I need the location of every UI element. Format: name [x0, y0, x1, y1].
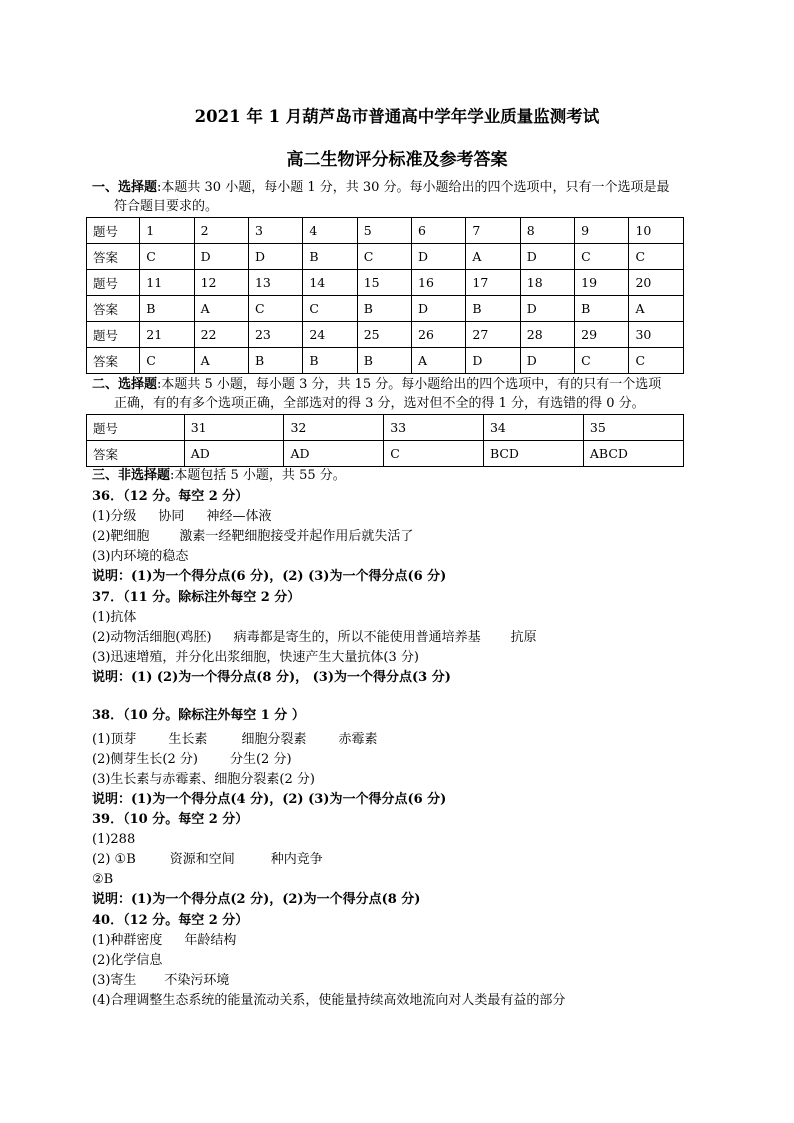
table-cell: 12 — [194, 270, 248, 296]
row-label: 答案 — [87, 348, 140, 374]
row-label: 题号 — [87, 415, 185, 441]
table-row — [87, 415, 684, 441]
table-cell: 4 — [303, 218, 357, 244]
q40-line3 — [92, 971, 565, 991]
part3-heading: 三、非选择题 — [92, 468, 171, 483]
q38-line3: (3)生长素与赤霉素、细胞分裂素(2 分) — [92, 772, 315, 787]
table-cell: B — [357, 296, 411, 322]
table-cell: AD — [184, 441, 284, 467]
table-cell: 3 — [248, 218, 302, 244]
table-cell: D — [194, 244, 248, 270]
table-cell: D — [248, 244, 302, 270]
part2-desc: :本题共 5 小题，每小题 3 分，共 15 分。每小题给出的四个选项中，有的只有一个选项 — [157, 377, 662, 392]
table-cell: A — [466, 244, 520, 270]
table-cell: C — [248, 296, 302, 322]
q38-line2 — [92, 750, 446, 770]
q38-line1 — [92, 730, 446, 750]
part1-desc2: 符合题目要求的。 — [114, 199, 219, 214]
table-cell: 31 — [184, 415, 284, 441]
table-row — [87, 270, 684, 296]
table-cell: C — [384, 441, 484, 467]
part3-desc: :本题包括 5 小题，共 55 分。 — [170, 468, 346, 483]
table-cell: C — [575, 244, 629, 270]
q37-line2 — [92, 628, 537, 648]
row-label: 题号 — [87, 322, 140, 348]
table-cell: D — [412, 244, 466, 270]
table-cell: C — [303, 296, 357, 322]
table-cell: AD — [284, 441, 384, 467]
part3-description — [92, 466, 704, 485]
q39-heading: 39．（10 分。每空 2 分） — [92, 812, 249, 827]
q38-block — [92, 706, 446, 810]
part1-desc: :本题共 30 小题，每小题 1 分，共 30 分。每小题给出的四个选项中，只有一个选项是最 — [157, 180, 670, 195]
q40-line2: (2)化学信息 — [92, 953, 163, 968]
table-row — [87, 322, 684, 348]
table-cell: 13 — [248, 270, 302, 296]
q38-ans-b: 生长素 — [168, 732, 208, 747]
table-row — [87, 296, 684, 322]
table-row — [87, 348, 684, 374]
table-cell: 1 — [140, 218, 194, 244]
table-cell: A — [194, 348, 248, 374]
table-cell: 11 — [140, 270, 194, 296]
table-cell: D — [520, 244, 574, 270]
q37-ans-a: (2)动物活细胞(鸡胚) — [92, 630, 212, 645]
table-row — [87, 244, 684, 270]
q36-line3: (3)内环境的稳态 — [92, 549, 189, 564]
table-cell: 28 — [520, 322, 574, 348]
part1-description — [92, 178, 704, 216]
q36-ans-d: (2)靶细胞 — [92, 529, 150, 544]
q39-line3: ②B — [92, 872, 114, 887]
row-label: 答案 — [87, 244, 140, 270]
table-cell: A — [194, 296, 248, 322]
table-cell: 2 — [194, 218, 248, 244]
q40-block — [92, 911, 565, 1011]
q38-ans-c: 细胞分裂素 — [241, 732, 307, 747]
table-cell: 16 — [412, 270, 466, 296]
q39-ans-b: 资源和空间 — [169, 852, 235, 867]
table-cell: B — [575, 296, 629, 322]
table-cell: 29 — [575, 322, 629, 348]
part2-description — [92, 375, 704, 413]
q39-line1: (1)288 — [92, 832, 136, 847]
q40-ans-a: (1)种群密度 — [92, 933, 163, 948]
table-cell: 9 — [575, 218, 629, 244]
q36-ans-c: 神经—体液 — [206, 509, 272, 524]
q40-line1 — [92, 931, 565, 951]
table-cell: 33 — [384, 415, 484, 441]
q38-note: 说明：(1)为一个得分点(4 分)，(2) (3)为一个得分点(6 分) — [92, 792, 447, 807]
q38-ans-f: 分生(2 分) — [229, 752, 292, 767]
table-cell: 18 — [520, 270, 574, 296]
table-cell: B — [140, 296, 194, 322]
part1-heading: 一、选择题 — [92, 180, 158, 195]
row-label: 题号 — [87, 270, 140, 296]
q37-block — [92, 588, 537, 688]
q37-note: 说明：(1) (2)为一个得分点(8 分)， (3)为一个得分点(3 分) — [92, 670, 451, 685]
table-cell: C — [629, 348, 684, 374]
table-cell: 23 — [248, 322, 302, 348]
q36-ans-e: 激素一经靶细胞接受并起作用后就失活了 — [179, 529, 414, 544]
q40-heading: 40．（12 分。每空 2 分） — [92, 913, 249, 928]
q38-ans-e: (2)侧芽生长(2 分) — [92, 752, 198, 767]
table-cell: B — [357, 348, 411, 374]
q38-heading: 38．（10 分。除标注外每空 1 分 ） — [92, 708, 305, 723]
table-cell: B — [248, 348, 302, 374]
part2-heading: 二、选择题 — [92, 377, 158, 392]
table-row — [87, 218, 684, 244]
table-cell: D — [520, 348, 574, 374]
table-cell: 8 — [520, 218, 574, 244]
table-cell: 27 — [466, 322, 520, 348]
part1-answer-table — [86, 217, 684, 374]
q39-ans-c: 种内竞争 — [270, 852, 323, 867]
q37-ans-c: 抗原 — [510, 630, 537, 645]
q39-line2 — [92, 850, 420, 870]
q38-ans-a: (1)顶芽 — [92, 732, 137, 747]
table-cell: B — [466, 296, 520, 322]
document-subtitle: 高二生物评分标准及参考答案 — [286, 150, 508, 170]
part2-desc2: 正确，有的有多个选项正确，全部选对的得 3 分，选对但不全的得 1 分，有选错的得 0 分。 — [114, 396, 645, 411]
q39-ans-a: (2) ①B — [92, 852, 136, 867]
q37-line3: (3)迅速增殖，并分化出浆细胞，快速产生大量抗体(3 分) — [92, 650, 419, 665]
table-cell: C — [357, 244, 411, 270]
table-cell: C — [140, 244, 194, 270]
q37-heading: 37．（11 分。除标注外每空 2 分） — [92, 590, 301, 605]
q37-line1: (1)抗体 — [92, 610, 137, 625]
table-cell: 6 — [412, 218, 466, 244]
table-cell: 7 — [466, 218, 520, 244]
q39-note: 说明：(1)为一个得分点(2 分)，(2)为一个得分点(8 分) — [92, 892, 421, 907]
document-title: 2021 年 1 月葫芦岛市普通高中学年学业质量监测考试 — [194, 107, 600, 126]
q36-ans-a: (1)分级 — [92, 509, 137, 524]
table-cell: 22 — [194, 322, 248, 348]
q40-ans-d: 不染污环境 — [164, 973, 230, 988]
row-label: 题号 — [87, 218, 140, 244]
table-cell: A — [629, 296, 684, 322]
table-cell: A — [412, 348, 466, 374]
part2-answer-table — [86, 414, 684, 467]
q37-ans-b: 病毒都是寄生的，所以不能使用普通培养基 — [233, 630, 481, 645]
q38-ans-d: 赤霉素 — [338, 732, 378, 747]
q36-line1 — [92, 507, 446, 527]
table-cell: 30 — [629, 322, 684, 348]
table-cell: D — [466, 348, 520, 374]
q36-block — [92, 487, 446, 587]
table-cell: 5 — [357, 218, 411, 244]
table-cell: 15 — [357, 270, 411, 296]
table-cell: ABCD — [583, 441, 683, 467]
q36-ans-b: 协同 — [158, 509, 185, 524]
q36-note: 说明：(1)为一个得分点(6 分)，(2) (3)为一个得分点(6 分) — [92, 569, 447, 584]
row-label: 答案 — [87, 296, 140, 322]
table-cell: B — [303, 348, 357, 374]
table-row — [87, 441, 684, 467]
table-cell: BCD — [483, 441, 583, 467]
table-cell: D — [412, 296, 466, 322]
table-cell: 35 — [583, 415, 683, 441]
table-cell: 34 — [483, 415, 583, 441]
q40-ans-c: (3)寄生 — [92, 973, 137, 988]
q40-ans-b: 年龄结构 — [184, 933, 237, 948]
table-cell: C — [629, 244, 684, 270]
table-cell: 10 — [629, 218, 684, 244]
table-cell: C — [575, 348, 629, 374]
table-cell: B — [303, 244, 357, 270]
table-cell: 17 — [466, 270, 520, 296]
table-cell: D — [520, 296, 574, 322]
table-cell: 25 — [357, 322, 411, 348]
table-cell: 14 — [303, 270, 357, 296]
table-cell: 20 — [629, 270, 684, 296]
q40-line4: (4)合理调整生态系统的能量流动关系，使能量持续高效地流向对人类最有益的部分 — [92, 993, 566, 1008]
table-cell: 24 — [303, 322, 357, 348]
table-cell: 26 — [412, 322, 466, 348]
table-cell: C — [140, 348, 194, 374]
q36-line2 — [92, 527, 446, 547]
table-cell: 21 — [140, 322, 194, 348]
table-cell: 19 — [575, 270, 629, 296]
q39-block — [92, 810, 420, 910]
table-cell: 32 — [284, 415, 384, 441]
q36-heading: 36．（12 分。每空 2 分） — [92, 489, 249, 504]
row-label: 答案 — [87, 441, 185, 467]
